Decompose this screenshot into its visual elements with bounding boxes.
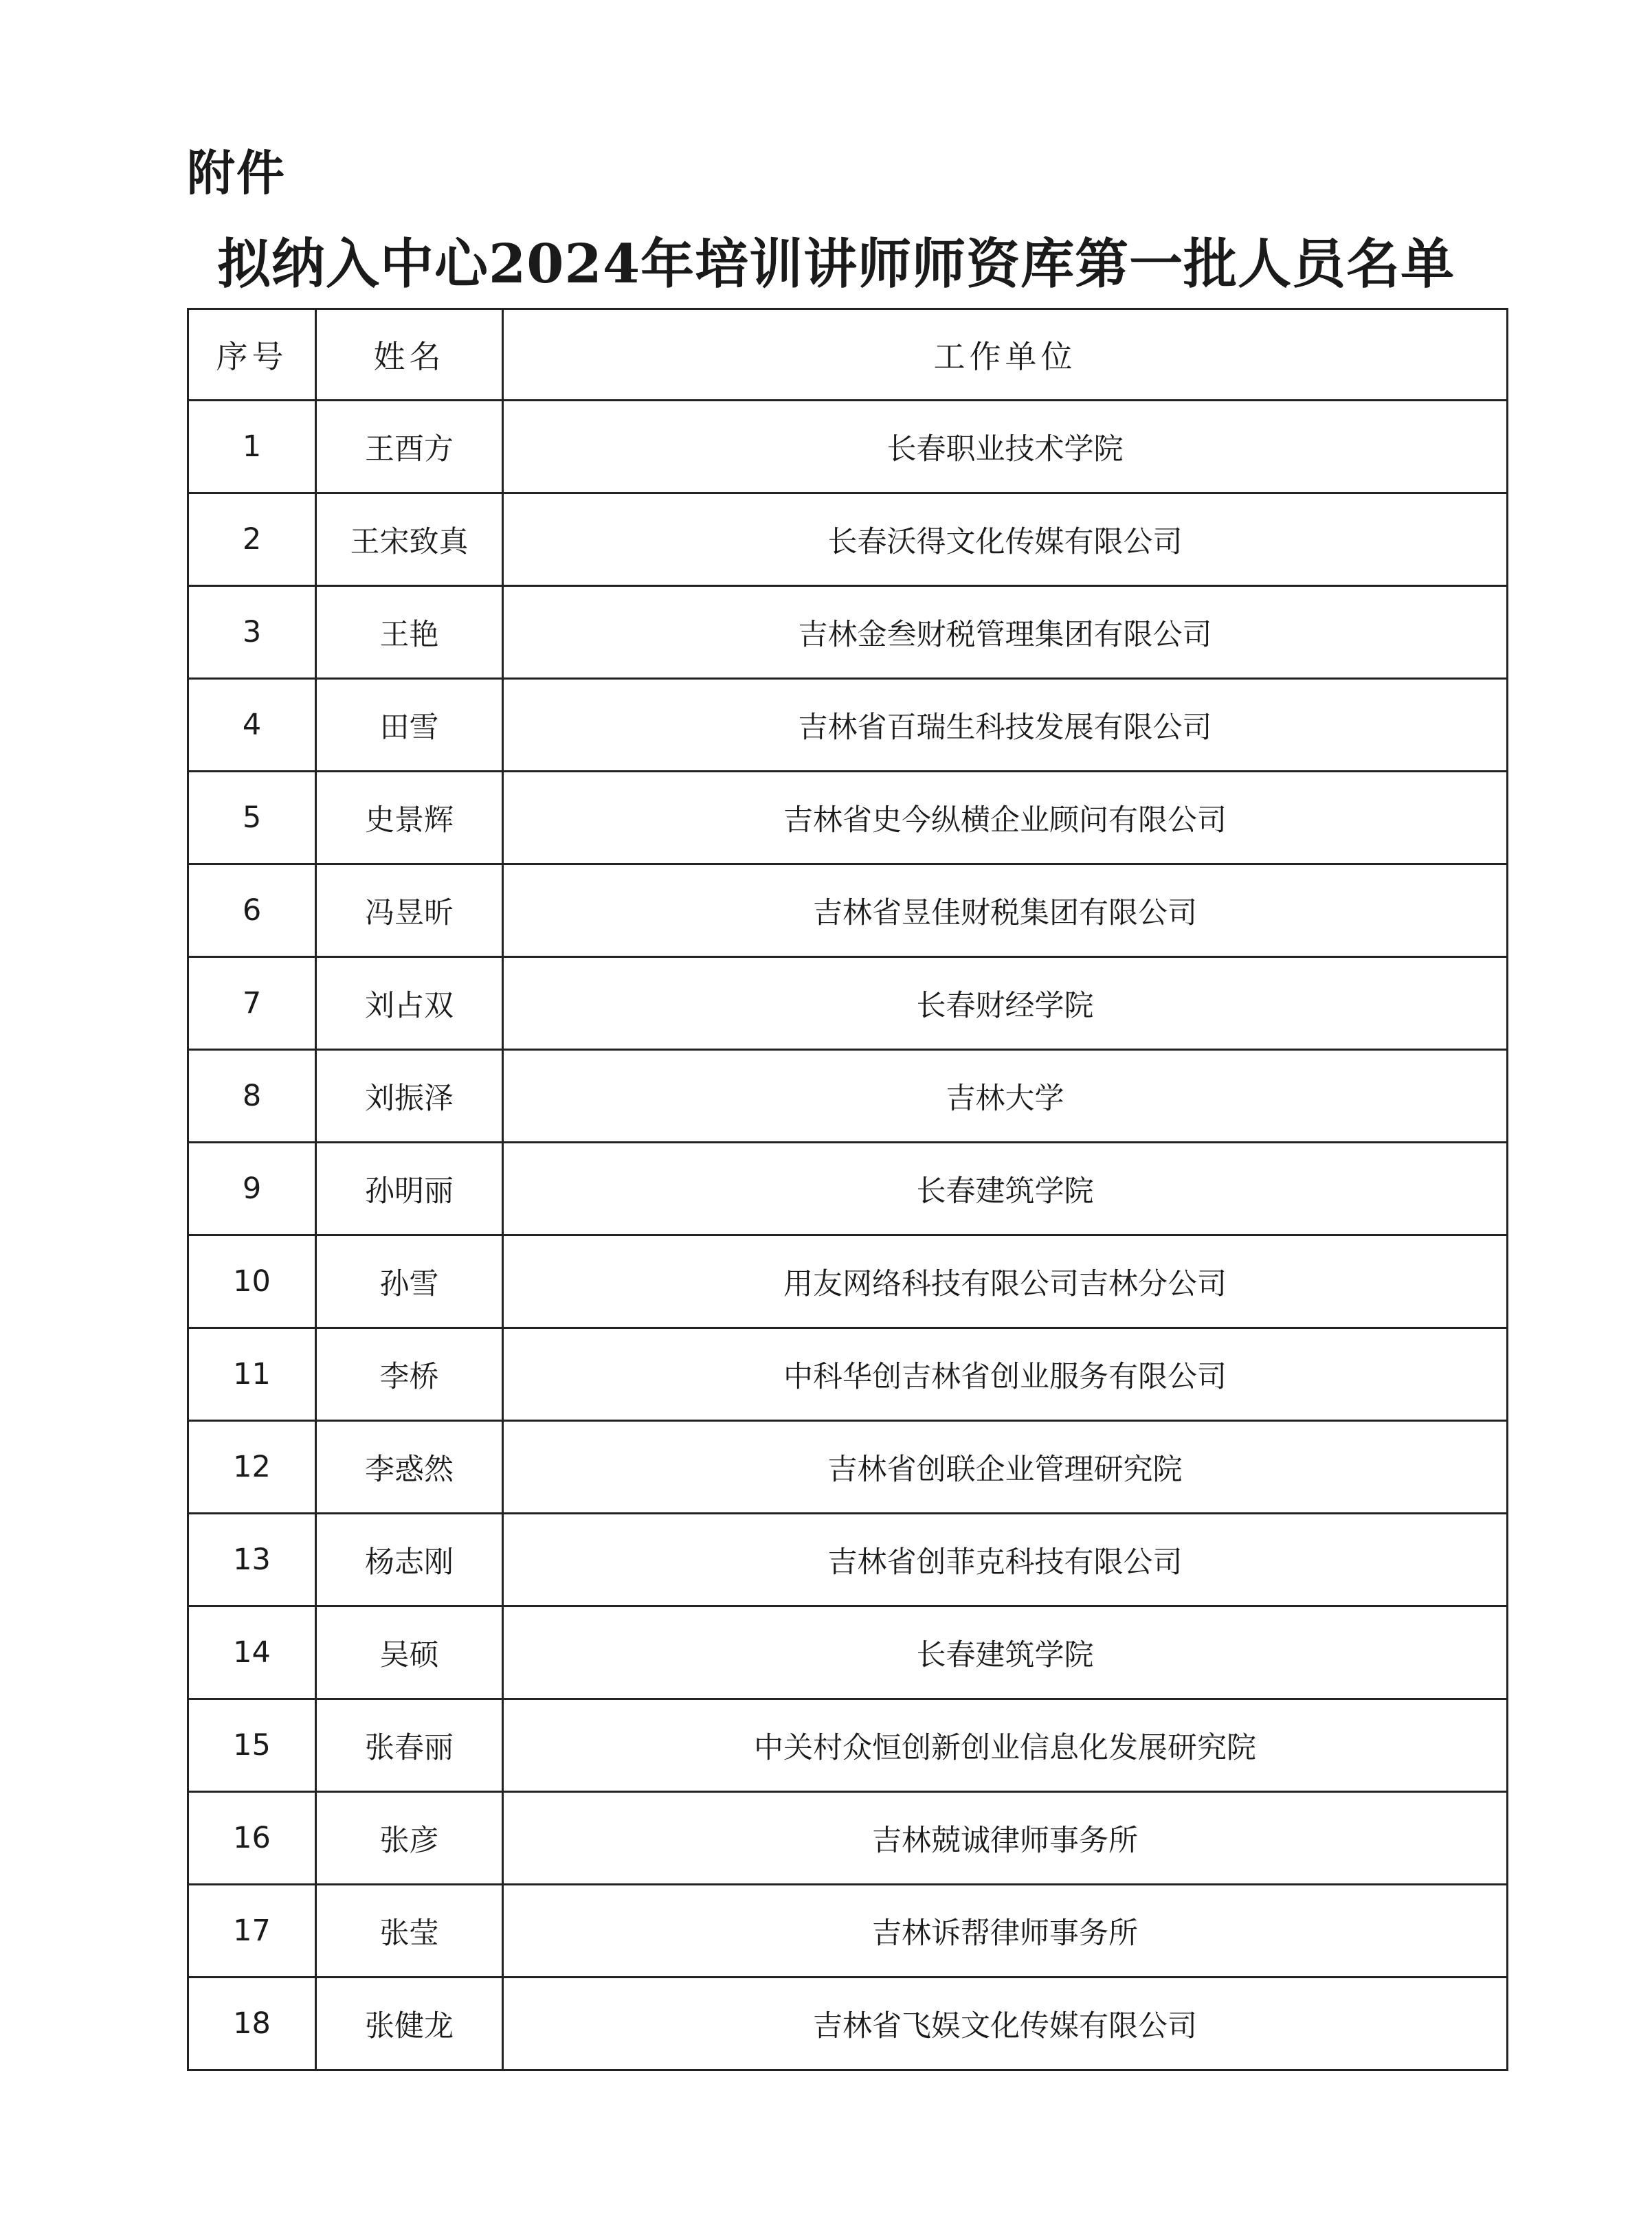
cell-unit: 吉林省昱佳财税集团有限公司 (503, 864, 1508, 957)
cell-name: 杨志刚 (316, 1514, 503, 1606)
cell-unit: 吉林诉帮律师事务所 (503, 1885, 1508, 1978)
table-row (188, 1235, 1508, 1328)
cell-seq: 15 (188, 1699, 316, 1792)
cell-name: 孙明丽 (316, 1143, 503, 1235)
table-row (188, 1050, 1508, 1143)
cell-seq: 7 (188, 957, 316, 1050)
header-name: 姓名 (316, 309, 503, 401)
table-row (188, 1328, 1508, 1421)
table-row (188, 1699, 1508, 1792)
cell-seq: 4 (188, 679, 316, 772)
cell-unit: 吉林省飞娱文化传媒有限公司 (503, 1978, 1508, 2070)
cell-seq: 6 (188, 864, 316, 957)
cell-name: 张春丽 (316, 1699, 503, 1792)
cell-seq: 12 (188, 1421, 316, 1514)
cell-unit: 长春沃得文化传媒有限公司 (503, 493, 1508, 586)
cell-name: 史景辉 (316, 772, 503, 864)
cell-name: 刘振泽 (316, 1050, 503, 1143)
cell-unit: 吉林大学 (503, 1050, 1508, 1143)
cell-unit: 吉林省创联企业管理研究院 (503, 1421, 1508, 1514)
cell-name: 李桥 (316, 1328, 503, 1421)
table-row (188, 1606, 1508, 1699)
cell-name: 王宋致真 (316, 493, 503, 586)
cell-name: 吴硕 (316, 1606, 503, 1699)
cell-unit: 吉林省创菲克科技有限公司 (503, 1514, 1508, 1606)
cell-seq: 10 (188, 1235, 316, 1328)
cell-unit: 吉林兢诚律师事务所 (503, 1792, 1508, 1885)
table-row (188, 864, 1508, 957)
cell-unit: 吉林省史今纵横企业顾问有限公司 (503, 772, 1508, 864)
table-header (188, 309, 1508, 401)
table-row (188, 1514, 1508, 1606)
table-row (188, 401, 1508, 493)
document-title: 拟纳入中心2024年培训讲师师资库第一批人员名单 (217, 233, 1455, 295)
header-unit: 工作单位 (503, 309, 1508, 401)
cell-name: 冯昱昕 (316, 864, 503, 957)
table-row (188, 493, 1508, 586)
cell-unit: 中科华创吉林省创业服务有限公司 (503, 1328, 1508, 1421)
table-row (188, 1792, 1508, 1885)
cell-name: 刘占双 (316, 957, 503, 1050)
cell-unit: 长春财经学院 (503, 957, 1508, 1050)
cell-seq: 8 (188, 1050, 316, 1143)
header-seq: 序号 (188, 309, 316, 401)
cell-seq: 17 (188, 1885, 316, 1978)
cell-name: 张彦 (316, 1792, 503, 1885)
table-row (188, 679, 1508, 772)
cell-name: 李惑然 (316, 1421, 503, 1514)
table-row (188, 1421, 1508, 1514)
table-row (188, 772, 1508, 864)
table-row (188, 586, 1508, 679)
cell-name: 张健龙 (316, 1978, 503, 2070)
cell-unit: 长春建筑学院 (503, 1143, 1508, 1235)
cell-name: 孙雪 (316, 1235, 503, 1328)
cell-unit: 长春职业技术学院 (503, 401, 1508, 493)
table-row (188, 957, 1508, 1050)
table-row (188, 1978, 1508, 2070)
table-body (188, 401, 1508, 2070)
cell-seq: 5 (188, 772, 316, 864)
cell-unit: 中关村众恒创新创业信息化发展研究院 (503, 1699, 1508, 1792)
cell-seq: 9 (188, 1143, 316, 1235)
table-row (188, 1143, 1508, 1235)
cell-seq: 16 (188, 1792, 316, 1885)
cell-seq: 2 (188, 493, 316, 586)
trainer-roster-table (187, 308, 1508, 2071)
cell-name: 张莹 (316, 1885, 503, 1978)
attachment-label: 附件 (187, 144, 286, 201)
cell-unit: 吉林省百瑞生科技发展有限公司 (503, 679, 1508, 772)
cell-unit: 长春建筑学院 (503, 1606, 1508, 1699)
cell-name: 王酉方 (316, 401, 503, 493)
cell-seq: 13 (188, 1514, 316, 1606)
table-row (188, 1885, 1508, 1978)
cell-name: 王艳 (316, 586, 503, 679)
cell-seq: 11 (188, 1328, 316, 1421)
cell-name: 田雪 (316, 679, 503, 772)
cell-seq: 1 (188, 401, 316, 493)
cell-seq: 3 (188, 586, 316, 679)
cell-unit: 用友网络科技有限公司吉林分公司 (503, 1235, 1508, 1328)
header-row (188, 309, 1508, 401)
cell-seq: 14 (188, 1606, 316, 1699)
cell-unit: 吉林金叁财税管理集团有限公司 (503, 586, 1508, 679)
cell-seq: 18 (188, 1978, 316, 2070)
